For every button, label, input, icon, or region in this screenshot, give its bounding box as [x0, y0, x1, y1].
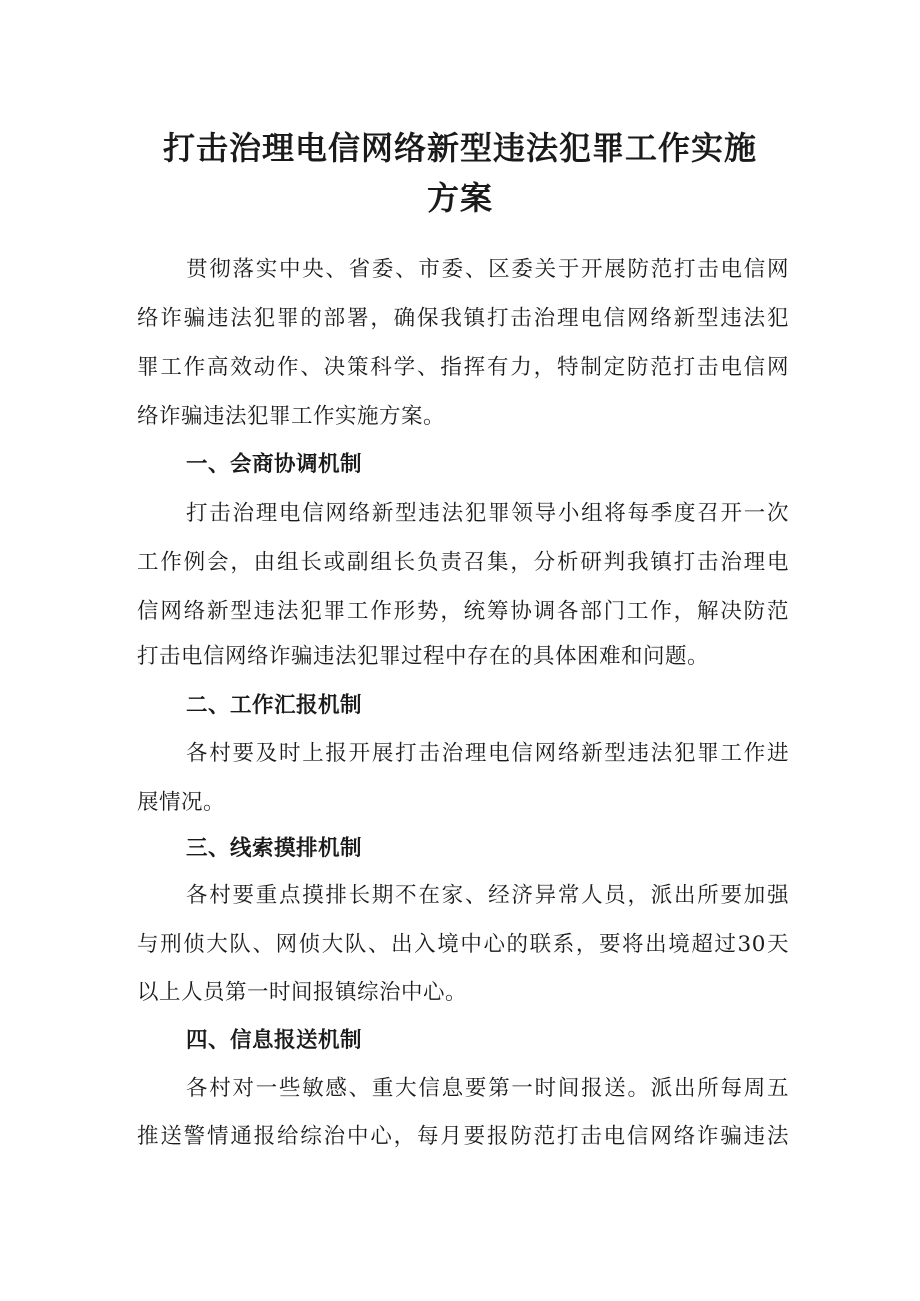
section-line: 打击治理电信网络新型违法犯罪领导小组将每季度召开一次 — [186, 501, 789, 526]
section-heading: 三、线索摸排机制 — [186, 836, 363, 861]
section-line: 打击电信网络诈骗违法犯罪过程中存在的具体困难和问题。 — [137, 644, 710, 669]
section-line: 以上人员第一时间报镇综治中心。 — [137, 980, 468, 1005]
document-title-line-1: 打击治理电信网络新型违法犯罪工作实施 — [162, 129, 757, 167]
section-heading: 四、信息报送机制 — [186, 1028, 363, 1053]
intro-line: 贯彻落实中央、省委、市委、区委关于开展防范打击电信网 — [186, 257, 789, 282]
section-line: 信网络新型违法犯罪工作形势，统筹协调各部门工作，解决防范 — [137, 599, 789, 624]
section-heading: 二、工作汇报机制 — [186, 693, 363, 718]
section-line: 与刑侦大队、网侦大队、出入境中心的联系，要将出境超过30天 — [137, 932, 789, 957]
intro-line: 络诈骗违法犯罪的部署，确保我镇打击治理电信网络新型违法犯 — [137, 306, 789, 331]
intro-line: 罪工作高效动作、决策科学、指挥有力，特制定防范打击电信网 — [137, 355, 789, 380]
document-title-line-2: 方案 — [426, 179, 493, 217]
section-heading: 一、会商协调机制 — [186, 452, 363, 477]
section-line: 各村要及时上报开展打击治理电信网络新型违法犯罪工作进 — [186, 741, 789, 766]
intro-line: 络诈骗违法犯罪工作实施方案。 — [137, 404, 446, 429]
section-line: 推送警情通报给综治中心，每月要报防范打击电信网络诈骗违法 — [137, 1124, 789, 1149]
section-line: 工作例会，由组长或副组长负责召集，分析研判我镇打击治理电 — [137, 550, 789, 575]
section-line: 各村要重点摸排长期不在家、经济异常人员，派出所要加强 — [186, 883, 789, 908]
section-line: 各村对一些敏感、重大信息要第一时间报送。派出所每周五 — [186, 1076, 789, 1101]
section-line: 展情况。 — [137, 790, 226, 815]
